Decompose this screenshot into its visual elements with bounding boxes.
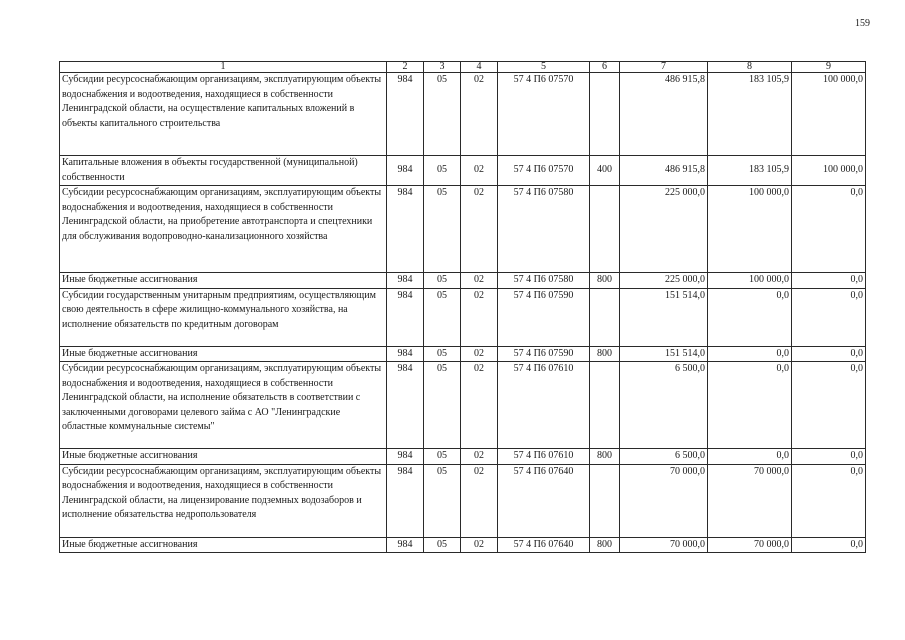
cell-section: 05: [424, 449, 461, 465]
row-description: Иные бюджетные ассигнования: [60, 273, 387, 289]
cell-admin-code: 984: [387, 288, 424, 346]
cell-expense-type: [590, 288, 620, 346]
row-description: Капитальные вложения в объекты государственной (муниципальной) собственности: [60, 156, 387, 186]
table-row: [60, 186, 866, 273]
column-header: 3: [424, 62, 461, 73]
cell-amount-col7: 225 000,0: [620, 186, 708, 273]
cell-section: 05: [424, 464, 461, 537]
cell-section: 05: [424, 346, 461, 362]
cell-section: 05: [424, 156, 461, 186]
row-description: Субсидии ресурсоснабжающим организациям, эксплуатирующим объекты водоснабжения и водоотведения, находящиеся в собственности Ленинградской области, на осуществление капитальных вложений в объекты капитального строительства: [60, 73, 387, 156]
cell-target-article: 57 4 П6 07640: [498, 537, 590, 553]
cell-amount-col9: 0,0: [792, 273, 866, 289]
cell-amount-col7: 225 000,0: [620, 273, 708, 289]
cell-target-article: 57 4 П6 07610: [498, 449, 590, 465]
cell-subsection: 02: [461, 73, 498, 156]
column-header: 1: [60, 62, 387, 73]
cell-expense-type: [590, 464, 620, 537]
cell-expense-type: 400: [590, 156, 620, 186]
cell-expense-type: 800: [590, 537, 620, 553]
column-header: 2: [387, 62, 424, 73]
cell-amount-col8: 100 000,0: [708, 273, 792, 289]
cell-amount-col9: 0,0: [792, 346, 866, 362]
cell-admin-code: 984: [387, 537, 424, 553]
column-header: 6: [590, 62, 620, 73]
cell-amount-col7: 486 915,8: [620, 73, 708, 156]
cell-subsection: 02: [461, 362, 498, 449]
table-row: [60, 273, 866, 289]
table-row: [60, 73, 866, 156]
cell-section: 05: [424, 288, 461, 346]
cell-amount-col8: 0,0: [708, 346, 792, 362]
cell-amount-col9: 0,0: [792, 464, 866, 537]
cell-target-article: 57 4 П6 07610: [498, 362, 590, 449]
table-row: [60, 346, 866, 362]
cell-admin-code: 984: [387, 362, 424, 449]
cell-subsection: 02: [461, 464, 498, 537]
cell-target-article: 57 4 П6 07570: [498, 156, 590, 186]
budget-table: [59, 61, 866, 553]
table-header-row: [60, 62, 866, 73]
cell-expense-type: 800: [590, 449, 620, 465]
cell-target-article: 57 4 П6 07590: [498, 346, 590, 362]
cell-section: 05: [424, 537, 461, 553]
cell-subsection: 02: [461, 273, 498, 289]
cell-amount-col9: 100 000,0: [792, 73, 866, 156]
cell-amount-col7: 486 915,8: [620, 156, 708, 186]
cell-admin-code: 984: [387, 156, 424, 186]
cell-amount-col7: 70 000,0: [620, 464, 708, 537]
table-row: [60, 449, 866, 465]
table-row: [60, 537, 866, 553]
cell-amount-col9: 100 000,0: [792, 156, 866, 186]
cell-amount-col8: 100 000,0: [708, 186, 792, 273]
row-description: Субсидии ресурсоснабжающим организациям, эксплуатирующим объекты водоснабжения и водоотведения, находящиеся в собственности Ленинградской области, на исполнение обязательств в соответствии с заключенными договорами целевого займа с АО "Ленинградские областные коммунальные системы": [60, 362, 387, 449]
cell-amount-col8: 70 000,0: [708, 464, 792, 537]
cell-amount-col7: 151 514,0: [620, 346, 708, 362]
cell-amount-col7: 151 514,0: [620, 288, 708, 346]
cell-amount-col9: 0,0: [792, 449, 866, 465]
cell-section: 05: [424, 186, 461, 273]
cell-admin-code: 984: [387, 73, 424, 156]
cell-amount-col8: 183 105,9: [708, 73, 792, 156]
cell-amount-col8: 0,0: [708, 449, 792, 465]
cell-amount-col9: 0,0: [792, 537, 866, 553]
cell-admin-code: 984: [387, 186, 424, 273]
cell-expense-type: [590, 186, 620, 273]
cell-amount-col7: 6 500,0: [620, 362, 708, 449]
table-row: [60, 464, 866, 537]
row-description: Иные бюджетные ассигнования: [60, 346, 387, 362]
cell-target-article: 57 4 П6 07590: [498, 288, 590, 346]
cell-admin-code: 984: [387, 449, 424, 465]
cell-section: 05: [424, 73, 461, 156]
column-header: 7: [620, 62, 708, 73]
cell-amount-col8: 0,0: [708, 362, 792, 449]
cell-amount-col8: 183 105,9: [708, 156, 792, 186]
cell-amount-col8: 70 000,0: [708, 537, 792, 553]
cell-subsection: 02: [461, 288, 498, 346]
cell-subsection: 02: [461, 346, 498, 362]
table-row: [60, 288, 866, 346]
column-header: 8: [708, 62, 792, 73]
cell-admin-code: 984: [387, 346, 424, 362]
cell-subsection: 02: [461, 449, 498, 465]
cell-target-article: 57 4 П6 07640: [498, 464, 590, 537]
cell-subsection: 02: [461, 537, 498, 553]
cell-admin-code: 984: [387, 464, 424, 537]
cell-amount-col9: 0,0: [792, 362, 866, 449]
cell-target-article: 57 4 П6 07570: [498, 73, 590, 156]
cell-subsection: 02: [461, 156, 498, 186]
cell-subsection: 02: [461, 186, 498, 273]
cell-expense-type: 800: [590, 346, 620, 362]
column-header: 5: [498, 62, 590, 73]
cell-expense-type: [590, 73, 620, 156]
cell-section: 05: [424, 362, 461, 449]
cell-expense-type: [590, 362, 620, 449]
table-row: [60, 362, 866, 449]
cell-amount-col7: 6 500,0: [620, 449, 708, 465]
cell-amount-col9: 0,0: [792, 288, 866, 346]
cell-target-article: 57 4 П6 07580: [498, 273, 590, 289]
cell-target-article: 57 4 П6 07580: [498, 186, 590, 273]
cell-section: 05: [424, 273, 461, 289]
cell-amount-col7: 70 000,0: [620, 537, 708, 553]
row-description: Субсидии государственным унитарным предприятиям, осуществляющим свою деятельность в сфере жилищно-коммунального хозяйства, на исполнение обязательств по кредитным договорам: [60, 288, 387, 346]
cell-amount-col9: 0,0: [792, 186, 866, 273]
page-number: 159: [855, 18, 870, 29]
cell-amount-col8: 0,0: [708, 288, 792, 346]
column-header: 4: [461, 62, 498, 73]
row-description: Субсидии ресурсоснабжающим организациям, эксплуатирующим объекты водоснабжения и водоотведения, находящиеся в собственности Ленинградской области, на лицензирование подземных водозаборов и исполнение обязательства недропользователя: [60, 464, 387, 537]
column-header: 9: [792, 62, 866, 73]
row-description: Иные бюджетные ассигнования: [60, 537, 387, 553]
row-description: Субсидии ресурсоснабжающим организациям, эксплуатирующим объекты водоснабжения и водоотведения, находящиеся в собственности Ленинградской области, на приобретение автотранспорта и спецтехники для обслуживания водопроводно-канализационного хозяйства: [60, 186, 387, 273]
cell-expense-type: 800: [590, 273, 620, 289]
row-description: Иные бюджетные ассигнования: [60, 449, 387, 465]
table-row: [60, 156, 866, 186]
cell-admin-code: 984: [387, 273, 424, 289]
